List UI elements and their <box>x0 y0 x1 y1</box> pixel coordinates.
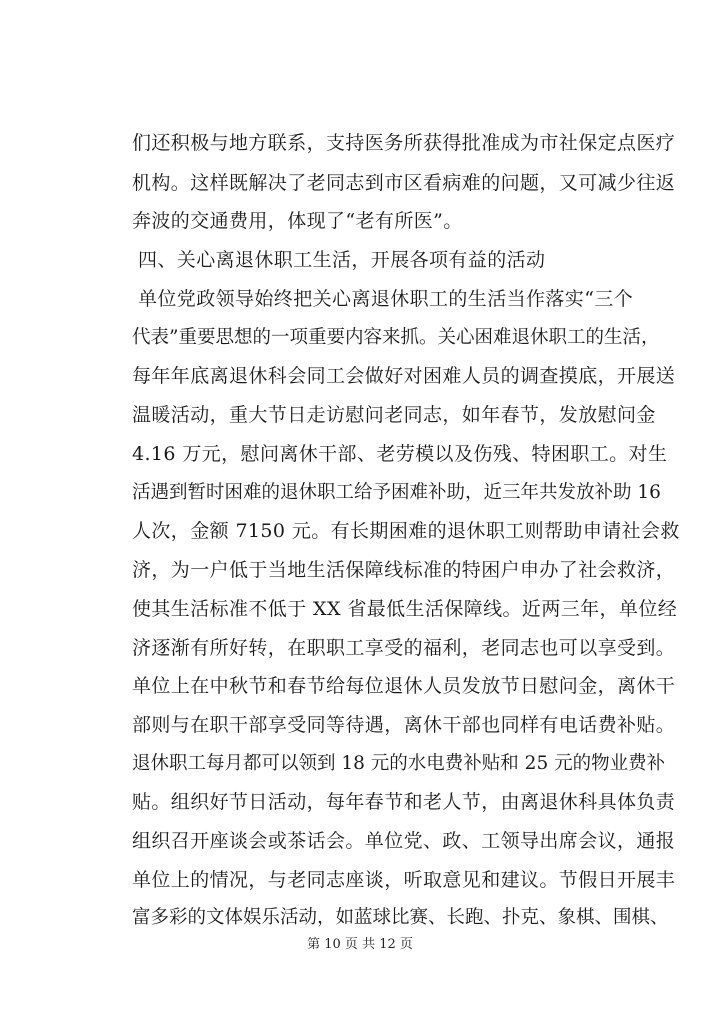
text-line: 温暖活动，重大节日走访慰问老同志，如年春节，发放慰问金 <box>132 404 656 426</box>
text-line: 奔波的交通费用，体现了“老有所医”。 <box>132 210 463 232</box>
text-line: 4.16 万元，慰问离休干部、老劳模以及伤残、特困职工。对生 <box>132 443 668 465</box>
text-line: 活遇到暂时困难的退休职工给予困难补助，近三年共发放补助 16 <box>132 482 661 503</box>
text-line: 组织召开座谈会或茶话会。单位党、政、工领导出席会议，通报 <box>132 830 676 852</box>
section-heading: 四、关心离退休职工生活，开展各项有益的活动 <box>138 249 546 271</box>
text-line: 贴。组织好节日活动，每年春节和老人节，由离退休科具体负责 <box>132 791 676 813</box>
paragraph-first-line: 单位党政领导始终把关心离退休职工的生活当作落实“三个 <box>138 288 634 310</box>
text-line: 单位上的情况，与老同志座谈，听取意见和建议。节假日开展丰 <box>132 869 676 891</box>
page-number-footer: 第 10 页 共 12 页 <box>307 937 413 952</box>
text-line: 们还积极与地方联系，支持医务所获得批准成为市社保定点医疗 <box>132 132 676 154</box>
text-line: 济逐渐有所好转，在职职工享受的福利，老同志也可以享受到。 <box>132 637 676 659</box>
text-line: 部则与在职干部享受同等待遇，离休干部也同样有电话费补贴。 <box>132 714 676 736</box>
text-line: 单位上在中秋节和春节给每位退休人员发放节日慰问金，离休干 <box>132 675 676 697</box>
text-line: 代表”重要思想的一项重要内容来抓。关心困难退休职工的生活， <box>132 327 660 348</box>
text-line: 使其生活标准不低于 XX 省最低生活保障线。近两三年，单位经 <box>132 598 678 620</box>
text-line: 每年年底离退休科会同工会做好对困难人员的调查摸底，开展送 <box>132 365 676 387</box>
text-line: 机构。这样既解决了老同志到市区看病难的问题，又可减少往返 <box>132 172 676 194</box>
text-line: 富多彩的文体娱乐活动，如蓝球比赛、长跑、扑克、象棋、围棋、 <box>132 907 669 928</box>
text-line: 人次，金额 7150 元。有长期困难的退休职工则帮助申请社会救 <box>132 520 680 542</box>
text-line: 济，为一户低于当地生活保障线标准的特困户申办了社会救济， <box>132 559 676 581</box>
text-line: 退休职工每月都可以领到 18 元的水电费补贴和 25 元的物业费补 <box>132 753 666 774</box>
